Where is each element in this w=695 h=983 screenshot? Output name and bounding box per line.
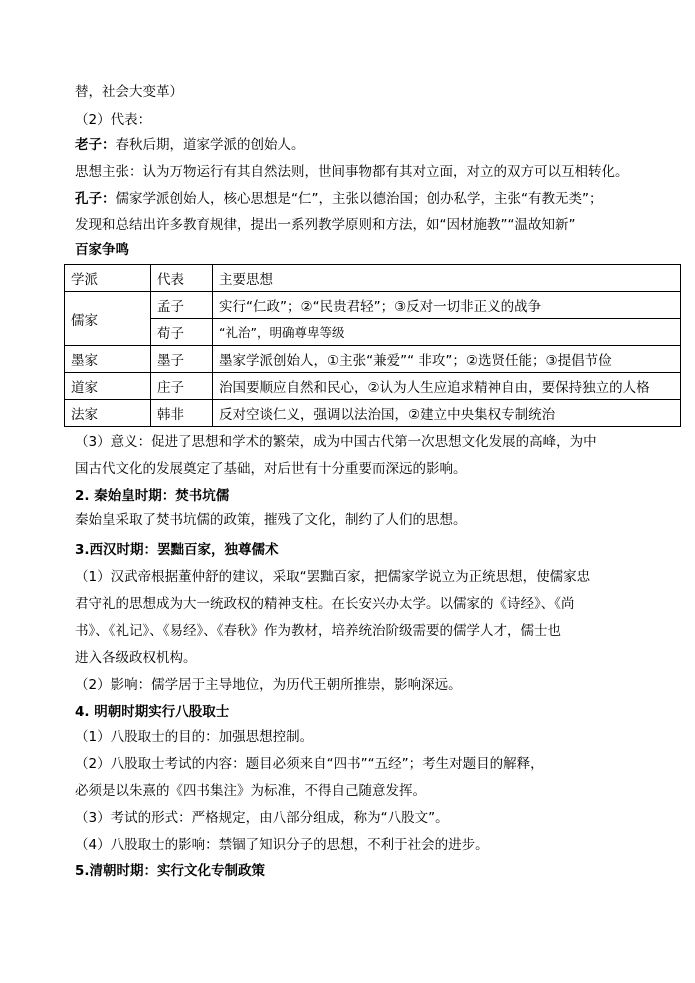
header-cell: 代表 [151, 265, 213, 292]
text-line: （2）代表： [75, 112, 152, 128]
section-heading: 4. 明朝时期实行八股取士 [75, 704, 230, 720]
table-row [65, 346, 681, 373]
rep-cell: 荀子 [151, 319, 213, 346]
section-heading: 5.清朝时期：实行文化专制政策 [75, 863, 266, 879]
section-heading: 2. 秦始皇时期：焚书坑儒 [75, 488, 230, 504]
text-line: （3）意义：促进了思想和学术的繁荣，成为中国古代第一次思想文化发展的高峰，为中 [75, 434, 597, 450]
school-cell: 道家 [65, 373, 151, 400]
laozi-label: 老子： [75, 137, 116, 153]
section-heading: 3.西汉时期：罢黜百家，独尊儒术 [75, 542, 279, 558]
text-line: （3）考试的形式：严格规定，由八部分组成，称为“八股文”。 [75, 810, 449, 826]
text-line: 思想主张：认为万物运行有其自然法则，世间事物都有其对立面，对立的双方可以互相转化。 [75, 164, 629, 180]
idea-cell: 治国要顺应自然和民心，②认为人生应追求精神自由，要保持独立的人格 [213, 373, 681, 400]
school-cell: 墨家 [65, 346, 151, 373]
text-line: （1）八股取士的目的：加强思想控制。 [75, 729, 314, 745]
text-line: 秦始皇采取了焚书坑儒的政策，摧残了文化，制约了人们的思想。 [75, 512, 467, 528]
idea-cell: 实行“仁政”；②“民贵君轻”；③反对一切非正义的战争 [213, 292, 681, 319]
text-line: 发现和总结出许多教育规律，提出一系列教学原则和方法，如“因材施教”“温故知新” [75, 217, 576, 233]
text-line: 进入各级政权机构。 [75, 650, 197, 666]
kongzi-label: 孔子： [75, 191, 116, 207]
text-line: 君守礼的思想成为大一统政权的精神支柱。在长安兴办太学。以儒家的《诗经》、《尚 [75, 596, 575, 612]
idea-cell: “礼治”，明确尊卑等级 [213, 319, 681, 346]
text-line: 书》、《礼记》、《易经》、《春秋》作为教材，培养统治阶级需要的儒学人才，儒士也 [75, 623, 561, 639]
laozi-desc: 春秋后期，道家学派的创始人。 [115, 137, 305, 153]
text-line: （1）汉武帝根据董仲舒的建议，采取“罢黜百家，把儒家学说立为正统思想，使儒家忠 [75, 569, 591, 585]
hundred-schools-table [64, 264, 681, 427]
table-title: 百家争鸣 [75, 242, 129, 258]
table-row [65, 292, 681, 319]
header-cell: 学派 [65, 265, 151, 292]
idea-cell: 墨家学派创始人，①主张“兼爱”“ 非攻”；②选贤任能；③提倡节俭 [213, 346, 681, 373]
text-line: （2）八股取士考试的内容：题目必须来自“四书”“五经”；考生对题目的解释， [75, 756, 544, 772]
text-line: （4）八股取士的影响：禁锢了知识分子的思想，不利于社会的进步。 [75, 837, 489, 853]
table-row [65, 319, 681, 346]
rep-cell: 韩非 [151, 400, 213, 427]
rep-cell: 孟子 [151, 292, 213, 319]
kongzi-line [75, 189, 602, 209]
school-cell: 儒家 [65, 292, 151, 346]
school-cell: 法家 [65, 400, 151, 427]
header-cell: 主要思想 [213, 265, 681, 292]
text-line: 替，社会大变革） [75, 84, 183, 100]
table-row [65, 373, 681, 400]
laozi-line [75, 135, 305, 155]
idea-cell: 反对空谈仁义，强调以法治国，②建立中央集权专制统治 [213, 400, 681, 427]
table-header-row [65, 265, 681, 292]
table-row [65, 400, 681, 427]
text-line: 必须是以朱熹的《四书集注》为标准，不得自己随意发挥。 [75, 783, 426, 799]
text-line: （2）影响：儒学居于主导地位，为历代王朝所推崇，影响深远。 [75, 677, 462, 693]
rep-cell: 庄子 [151, 373, 213, 400]
text-line: 国古代文化的发展奠定了基础，对后世有十分重要而深远的影响。 [75, 461, 467, 477]
kongzi-desc: 儒家学派创始人，核心思想是“仁”，主张以德治国；创办私学，主张“有教无类”； [115, 191, 603, 207]
rep-cell: 墨子 [151, 346, 213, 373]
